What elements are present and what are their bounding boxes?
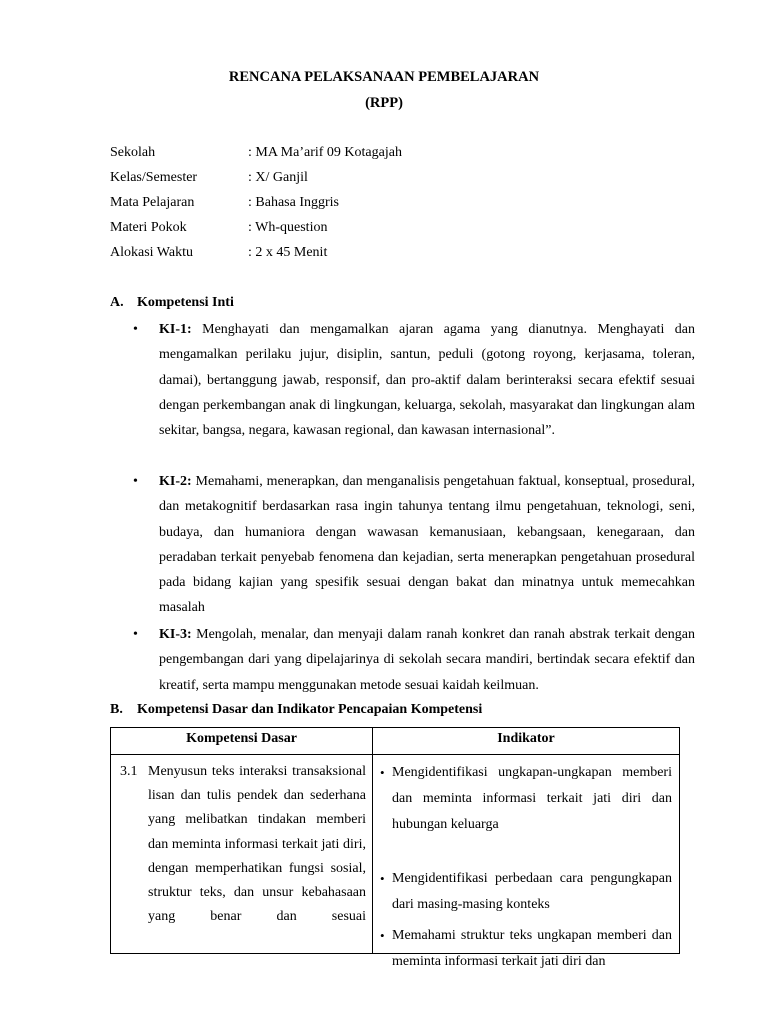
section-letter: A. [110, 295, 124, 310]
meta-label: Alokasi Waktu [110, 245, 193, 260]
kd-text: Menyusun teks interaksi transaksional lisan dan tulis pendek dan sederhana yang melibatkan tindakan memberi dan meminta informasi terkait jati diri, dengan memperhatikan fungsi sosial, struktur teks, dan unsur kebahasaan yang benar dan sesuai [148, 764, 366, 925]
column-header-kompetensi-dasar: Kompetensi Dasar [111, 728, 373, 755]
section-title: Kompetensi Inti [137, 295, 234, 310]
indicator-cell-container [373, 755, 680, 969]
meta-label: Materi Pokok [110, 220, 187, 235]
bullet-icon: • [380, 871, 385, 886]
ki-text [159, 469, 695, 621]
ki-label: KI-1: [159, 322, 192, 337]
indicator-text: Memahami struktur teks ungkapan memberi dan meminta informasi terkait jati diri dan [392, 928, 672, 969]
kd-cell-container [111, 755, 373, 954]
meta-label: Mata Pelajaran [110, 195, 195, 210]
indicator-text: Mengidentifikasi perbedaan cara pengungkapan dari masing-masing konteks [392, 871, 672, 912]
meta-value: : 2 x 45 Menit [248, 245, 328, 260]
column-header-indikator: Indikator [373, 728, 680, 755]
ki-body: Menghayati dan mengamalkan ajaran agama yang dianutnya. Menghayati dan mengamalkan perilaku jujur, disiplin, santun, peduli (gotong royong, kerjasama, toleran, damai), bertanggung jawab, responsif, dan pro-aktif dalam berinteraksi secara efektif sesuai dengan perkembangan anak di lingkungan, keluarga, sekolah, masyarakat dan lingkungan alam sekitar, bangsa, negara, kawasan regional, dan kawasan internasional”. [159, 322, 695, 439]
section-b-heading [110, 702, 482, 718]
table-header-row [111, 728, 680, 755]
bullet-icon: • [380, 928, 385, 943]
ki-text [159, 317, 695, 443]
bullet-icon: • [133, 322, 138, 337]
section-letter: B. [110, 702, 123, 717]
bullet-icon: • [133, 627, 138, 642]
kd-number: 3.1 [120, 764, 138, 779]
document-subtitle: (RPP) [365, 95, 403, 111]
ki-label: KI-2: [159, 474, 192, 489]
bullet-icon: • [380, 765, 385, 780]
meta-value: : Bahasa Inggris [248, 195, 339, 210]
meta-value: : Wh-question [248, 220, 328, 235]
meta-value: : X/ Ganjil [248, 170, 308, 185]
indicator-text: Mengidentifikasi ungkapan-ungkapan memberi dan meminta informasi terkait jati diri dan hubungan keluarga [392, 765, 672, 832]
document-title: RENCANA PELAKSANAAN PEMBELAJARAN [228, 69, 540, 85]
kd-cell [112, 756, 371, 952]
ki-text [159, 622, 695, 698]
indicator-cell [374, 756, 678, 969]
meta-label: Sekolah [110, 145, 156, 160]
ki-label: KI-3: [159, 627, 192, 642]
section-a-heading [110, 295, 234, 311]
meta-label: Kelas/Semester [110, 170, 198, 185]
table-row [111, 755, 680, 954]
kd-indicator-table [110, 727, 680, 969]
ki-body: Mengolah, menalar, dan menyaji dalam ranah konkret dan ranah abstrak terkait dengan pengembangan dari yang dipelajarinya di sekolah secara mandiri, bertindak secara efektif dan kreatif, serta mampu menggunakan metode sesuai kaidah keilmuan. [159, 627, 695, 693]
bullet-icon: • [133, 474, 138, 489]
meta-value: : MA Ma’arif 09 Kotagajah [248, 145, 402, 160]
ki-body: Memahami, menerapkan, dan menganalisis pengetahuan faktual, konseptual, prosedural, dan metakognitif berdasarkan rasa ingin tahunya tentang ilmu pengetahuan, teknologi, seni, budaya, dan humaniora dengan wawasan kemanusiaan, kebangsaan, kenegaraan, dan peradaban terkait penyebab fenomena dan kejadian, serta menerapkan pengetahuan prosedural pada bidang kajian yang spesifik sesuai dengan bakat dan minatnya untuk memecahkan masalah [159, 474, 695, 616]
section-title: Kompetensi Dasar dan Indikator Pencapaian Kompetensi [137, 702, 483, 717]
